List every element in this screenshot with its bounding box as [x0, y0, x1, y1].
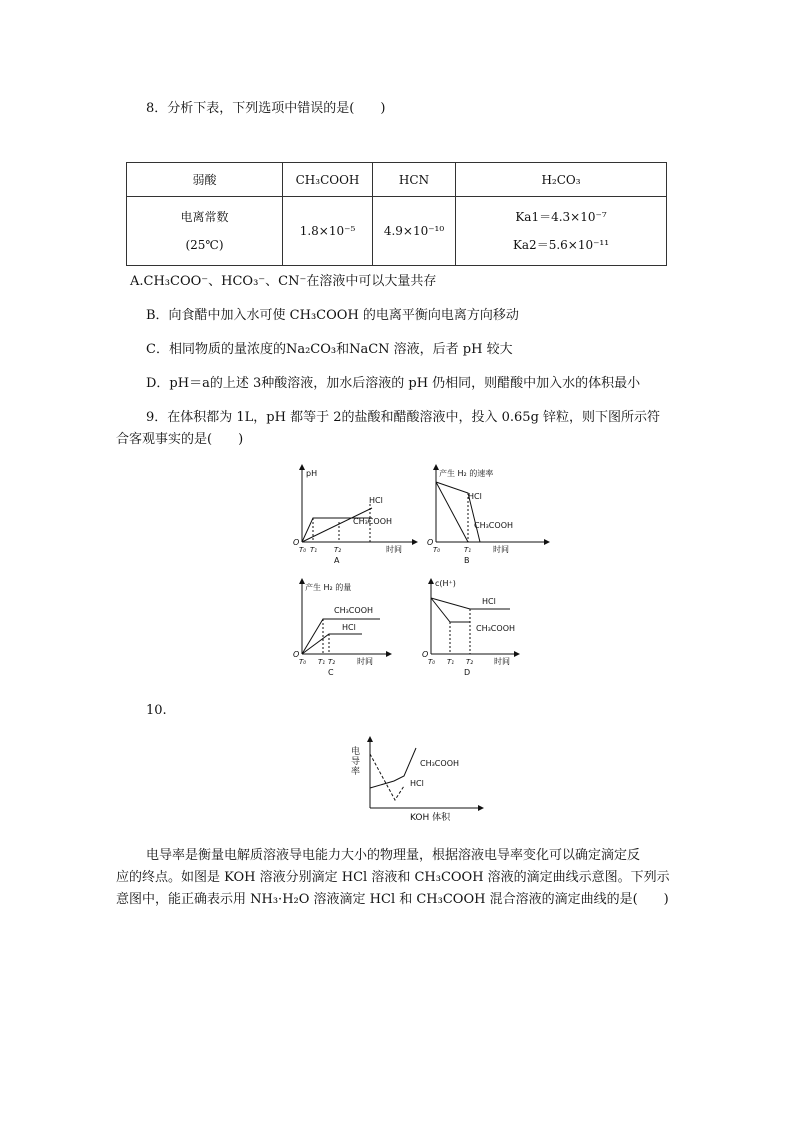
table-cell-h2co3-k [456, 197, 667, 266]
q8-stem: 8．分析下表，下列选项中错误的是( ) [146, 101, 386, 116]
conductivity-ylabel: 电导率 [349, 746, 359, 776]
table-cell-ch3cooh-k: 1.8×10⁻⁵ [283, 197, 373, 266]
graph-a-t2: T₂ [334, 546, 342, 554]
conductivity-label-ch3cooh: CH₃COOH [420, 759, 460, 768]
table-header-h2co3: H₂CO₃ [456, 163, 667, 197]
table-header-hcn: HCN [373, 163, 456, 197]
table-header-ch3cooh: CH₃COOH [283, 163, 373, 197]
graph-d-t1: T₁ [447, 658, 455, 666]
graph-b-xlabel: 时间 [493, 545, 509, 554]
h2co3-ka2: Ka2＝5.6×10⁻¹¹ [512, 238, 610, 252]
acid-table [126, 162, 667, 266]
graph-b-origin: O [427, 538, 434, 547]
conductivity-xlabel: KOH 体积 [410, 813, 451, 823]
graph-b-x-arrow [544, 539, 550, 545]
q10-para-line1: 电导率是衡量电解质溶液导电能力大小的物理量，根据溶液电导率变化可以确定滴定反 [146, 848, 641, 863]
graph-b-label-ch3cooh: CH₃COOH [474, 521, 514, 530]
graph-d-curve-hcl [431, 598, 510, 609]
graph-a-label-ch3cooh: CH₃COOH [353, 517, 393, 526]
graph-d-t0: T₀ [428, 658, 436, 666]
q10-para-line2: 应的终点。如图是 KOH 溶液分别滴定 HCl 溶液和 CH₃COOH 溶液的滴定曲线示意图。下列示 [116, 870, 670, 885]
h2co3-ka1: Ka1＝4.3×10⁻⁷ [515, 210, 607, 224]
graph-d-curve-ch3cooh [431, 598, 470, 622]
graph-a [290, 466, 420, 566]
q8-option-d: D．pH＝a的上述 3种酸溶液，加水后溶液的 pH 仍相同，则醋酸中加入水的体积最小 [146, 376, 641, 391]
q9-stem-line1: 9．在体积都为 1L，pH 都等于 2的盐酸和醋酸溶液中，投入 0.65g 锌粒，则下图所示符 [146, 410, 661, 425]
graph-b-t1: T₁ [464, 546, 472, 554]
graph-d [424, 578, 554, 678]
conductivity-label-hcl: HCl [410, 779, 424, 788]
graph-c-origin: O [293, 650, 300, 659]
q9-stem-line2: 合客观事实的是( ) [116, 432, 244, 447]
graph-a-xlabel: 时间 [386, 545, 402, 554]
graph-b-t0: T₀ [433, 546, 441, 554]
q10-para-line3: 意图中，能正确表示用 NH₃·H₂O 溶液滴定 HCl 和 CH₃COOH 混合溶液的滴定曲线的是( ) [116, 892, 669, 907]
graph-a-letter: A [334, 556, 340, 565]
graph-b-letter: B [464, 556, 470, 565]
graph-a-label-hcl: HCl [369, 496, 383, 505]
graph-d-label-hcl: HCl [482, 597, 496, 606]
conductivity-x-arrow [478, 805, 484, 811]
graph-d-t2: T₂ [466, 658, 474, 666]
q8-option-c: C．相同物质的量浓度的Na₂CO₃和NaCN 溶液，后者 pH 较大 [146, 342, 513, 357]
row-label-temperature: (25℃) [185, 238, 224, 252]
graph-b-ylabel: 产生 H₂ 的速率 [439, 469, 494, 478]
graph-d-ylabel: c(H⁺) [435, 579, 456, 588]
graph-c-t0: T₀ [299, 658, 307, 666]
graph-c-label-hcl: HCl [342, 623, 356, 632]
graph-c-x-arrow [386, 651, 392, 657]
graph-c-curve-ch3cooh [302, 619, 380, 654]
row-label-ionization-constant: 电离常数 [180, 210, 229, 224]
conductivity-curve-hcl [370, 754, 404, 800]
graph-c-letter: C [328, 668, 334, 677]
graph-conductivity [349, 736, 482, 836]
conductivity-y-arrow [367, 736, 373, 742]
graph-a-t1: T₁ [310, 546, 318, 554]
q10-number: 10. [146, 703, 167, 718]
graph-a-origin: O [293, 538, 300, 547]
graph-c-ylabel: 产生 H₂ 的量 [305, 583, 352, 592]
graph-c-t1: T₁ [318, 658, 326, 666]
q8-option-b: B．向食醋中加入水可使 CH₃COOH 的电离平衡向电离方向移动 [146, 308, 519, 323]
table-header-weak-acid: 弱酸 [127, 163, 283, 197]
graph-d-label-ch3cooh: CH₃COOH [476, 624, 516, 633]
graph-c-label-ch3cooh: CH₃COOH [334, 606, 374, 615]
graph-b-label-hcl: HCl [468, 492, 482, 501]
graph-a-x-arrow [412, 539, 418, 545]
graph-d-y-arrow [428, 578, 434, 584]
graph-d-letter: D [464, 668, 471, 677]
table-row-label [127, 197, 283, 266]
graph-c [290, 578, 420, 678]
graph-c-t2: T₂ [328, 658, 336, 666]
graph-d-x-arrow [514, 651, 520, 657]
q8-option-a: A.CH₃COO⁻、HCO₃⁻、CN⁻在溶液中可以大量共存 [130, 274, 437, 289]
graph-b [426, 466, 556, 566]
graph-a-ylabel: pH [306, 469, 318, 478]
graph-a-y-arrow [299, 464, 305, 470]
graph-d-xlabel: 时间 [494, 657, 510, 666]
table-cell-hcn-k: 4.9×10⁻¹⁰ [373, 197, 456, 266]
graph-c-xlabel: 时间 [357, 657, 373, 666]
graph-d-origin: O [422, 650, 429, 659]
graph-c-curve-hcl [302, 634, 362, 654]
graph-b-curve-ch3cooh [436, 482, 480, 542]
graph-a-t0: T₀ [299, 546, 307, 554]
